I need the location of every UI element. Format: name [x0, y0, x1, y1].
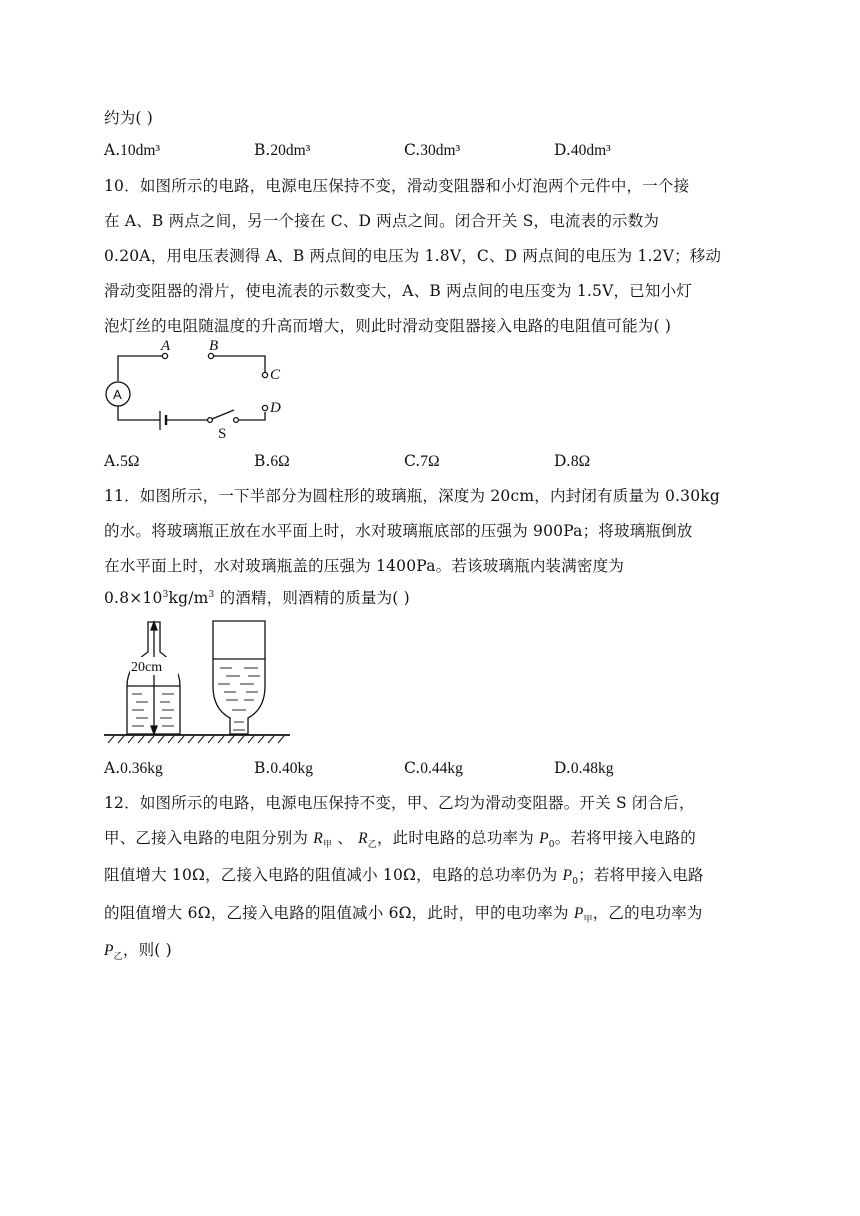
- q12-line-4: 的阻值增大 6Ω，乙接入电路的阻值减小 6Ω，此时，甲的电功率为 $P_甲$，乙的电功率为: [104, 904, 703, 926]
- terminal-b: [208, 353, 213, 358]
- bottle-diagram: [100, 614, 300, 748]
- terminal-c: [262, 372, 267, 377]
- label-b: B: [209, 338, 219, 354]
- inverted-bottle: [213, 621, 265, 734]
- q9-option-d[interactable]: D.40dm³: [554, 141, 611, 159]
- q10-line-3: 0.20A，用电压表测得 A、B 两点间的电压为 1.8V，C、D 两点间的电压为 1.2V；移动: [104, 247, 722, 265]
- q10-line-4: 滑动变阻器的滑片，使电流表的示数变大，A、B 两点间的电压变为 1.5V，已知小灯: [104, 282, 692, 300]
- label-s: S: [218, 426, 227, 442]
- q12-line-1: 12．如图所示的电路，电源电压保持不变，甲、乙均为滑动变阻器。开关 S 闭合后，: [104, 794, 695, 812]
- q12-line-5: $P_乙$，则( ): [104, 941, 172, 963]
- q9-tail: 约为( ): [104, 109, 154, 127]
- q11-option-a[interactable]: A.0.36kg: [104, 759, 163, 777]
- q12-line-3: 阻值增大 10Ω，乙接入电路的阻值减小 10Ω，电路的总功率仍为 $P_0$；若将甲接入电路: [104, 866, 704, 888]
- q10-option-a[interactable]: A.5Ω: [104, 452, 140, 470]
- ammeter-label: A: [113, 387, 122, 402]
- terminal-d: [262, 405, 267, 410]
- q11-option-c[interactable]: C.0.44kg: [404, 759, 463, 777]
- q9-option-c[interactable]: C.30dm³: [404, 141, 461, 159]
- q9-option-a[interactable]: A.10dm³: [104, 141, 161, 159]
- q10-option-c[interactable]: C.7Ω: [404, 452, 440, 470]
- switch-pivot: [208, 418, 213, 423]
- q12-line-2: 甲、乙接入电路的电阻分别为 $R_甲$ 、 $R_乙$，此时电路的总功率为 $P_0$。若将甲接入电路的: [104, 829, 697, 851]
- q11-option-b[interactable]: B.0.40kg: [254, 759, 313, 777]
- terminal-a: [162, 353, 167, 358]
- label-c: C: [270, 367, 281, 383]
- q10-line-1: 10．如图所示的电路，电源电压保持不变，滑动变阻器和小灯泡两个元件中，一个接: [104, 177, 690, 195]
- circuit-diagram: [100, 336, 300, 442]
- q11-line-2: 的水。将玻璃瓶正放在水平面上时，水对玻璃瓶底部的压强为 900Pa；将玻璃瓶倒放: [104, 522, 693, 540]
- q11-option-d[interactable]: D.0.48kg: [554, 759, 614, 777]
- q9-option-b[interactable]: B.20dm³: [254, 141, 311, 159]
- q11-line-1: 11．如图所示，一下半部分为圆柱形的玻璃瓶，深度为 20cm，内封闭有质量为 0.30kg: [104, 487, 721, 505]
- q11-line-3: 在水平面上时，水对玻璃瓶盖的压强为 1400Pa。若该玻璃瓶内装满密度为: [104, 557, 625, 575]
- label-d: D: [270, 400, 281, 416]
- label-a: A: [161, 338, 171, 354]
- q10-line-5: 泡灯丝的电阻随温度的升高而增大，则此时滑动变阻器接入电路的电阻值可能为( ): [104, 317, 672, 335]
- ground-hatching: [108, 736, 284, 743]
- q11-line-4: $0.8\times 10^3kg/m^3$ 的酒精，则酒精的质量为( ): [104, 589, 410, 607]
- depth-label: 20cm: [131, 660, 163, 675]
- q10-option-b[interactable]: B.6Ω: [254, 452, 290, 470]
- q10-option-d[interactable]: D.8Ω: [554, 452, 591, 470]
- q10-line-2: 在 A、B 两点之间，另一个接在 C、D 两点之间。闭合开关 S，电流表的示数为: [104, 212, 660, 230]
